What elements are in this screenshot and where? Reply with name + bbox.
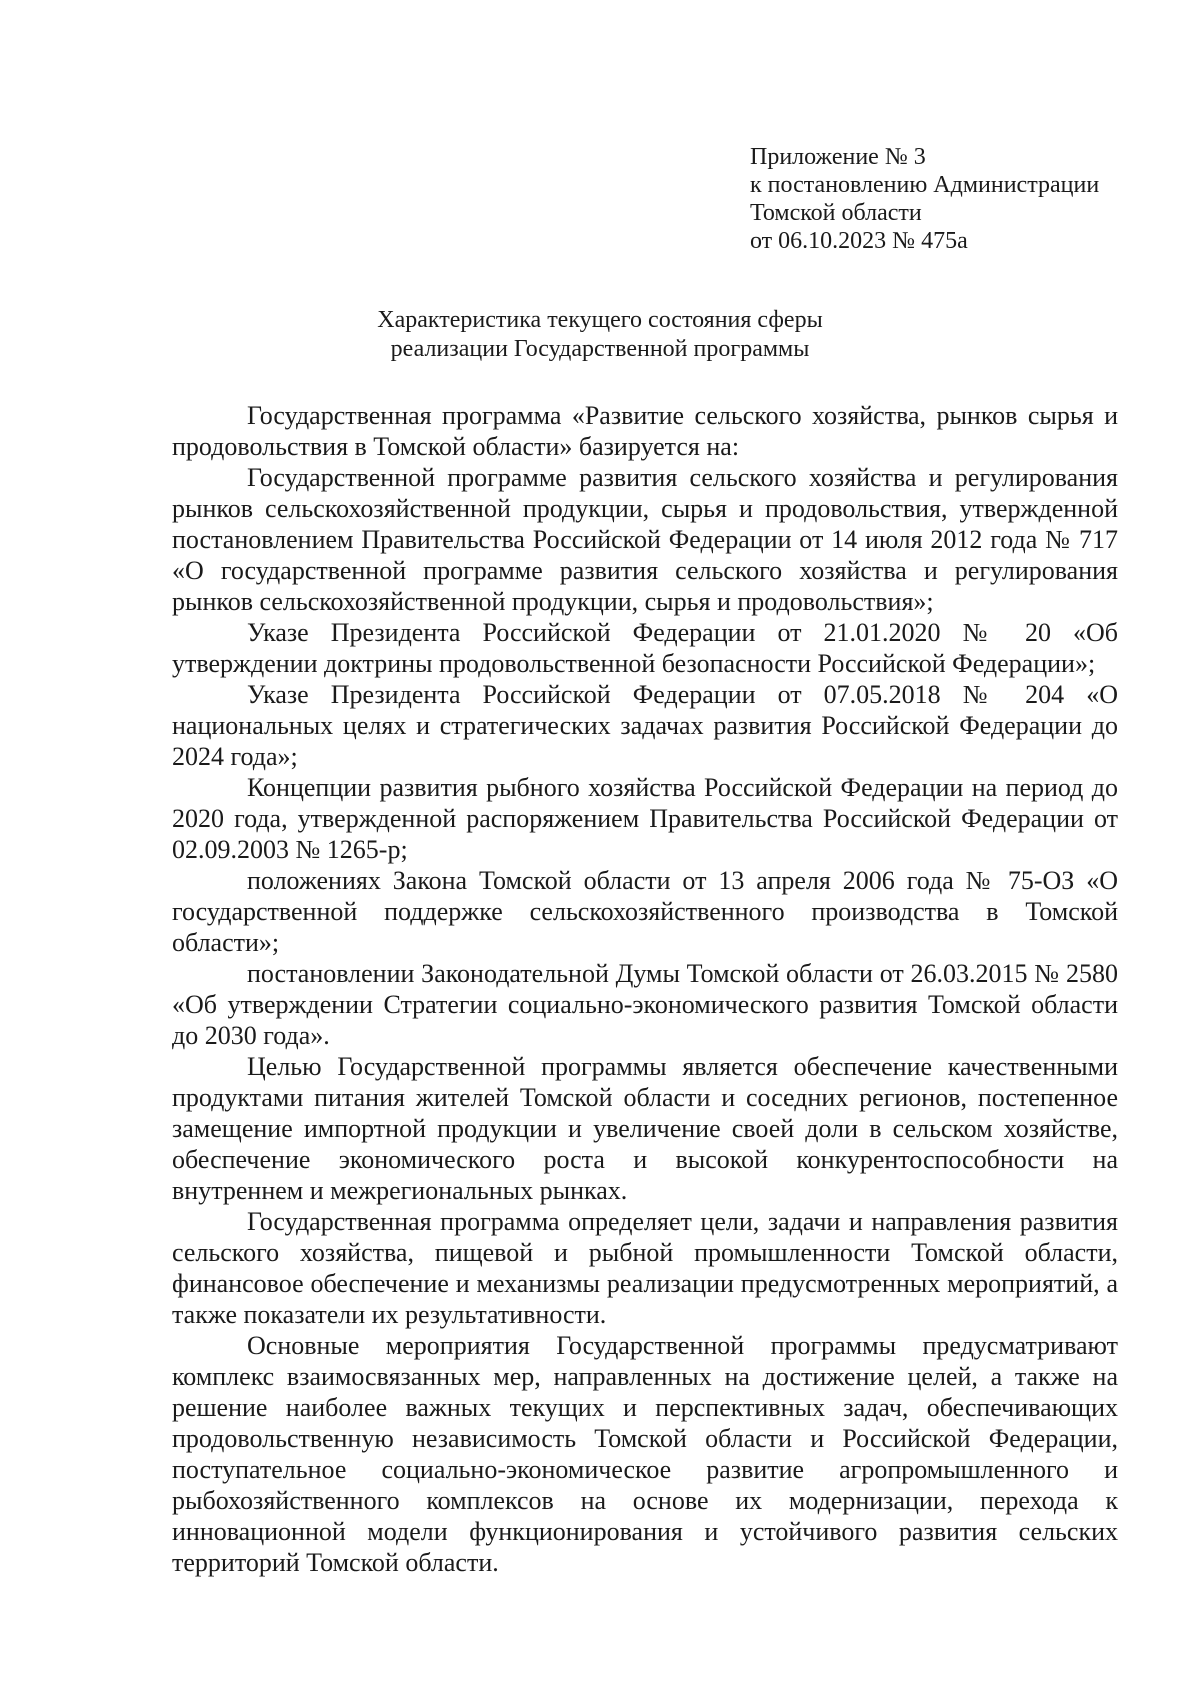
paragraph-basis-regional-law: положениях Закона Томской области от 13 апреля 2006 года № 75-ОЗ «О государственной поддержке сельскохозяйственного производства в Томской области»;	[172, 866, 1118, 957]
paragraph-intro: Государственная программа «Развитие сельского хозяйства, рынков сырья и продовольствия в Томской области» базируется на:	[172, 401, 1118, 461]
paragraph-basis-strategy: постановлении Законодательной Думы Томской области от 26.03.2015 № 2580 «Об утверждении Стратегии социально-экономического развития Томской области до 2030 года».	[172, 959, 1118, 1050]
title-line-2: реализации Государственной программы	[390, 336, 810, 362]
paragraph-program-scope: Государственная программа определяет цели, задачи и направления развития сельского хозяйства, пищевой и рыбной промышленности Томской области, финансовое обеспечение и механизмы реализации предусмотренных мероприятий, а также показатели их результативности.	[172, 1207, 1118, 1329]
document-body	[172, 400, 1118, 1578]
appendix-number: Приложение № 3	[750, 144, 926, 170]
paragraph-goal: Целью Государственной программы является обеспечение качественными продуктами питания жителей Томской области и соседних регионов, постепенное замещение импортной продукции и увеличение своей доли в сельском хозяйстве, обеспечение экономического роста и высокой конкурентоспособности на внутреннем и межрегиональных рынках.	[172, 1052, 1118, 1205]
appendix-region: Томской области	[750, 200, 922, 226]
paragraph-basis-decree-2018: Указе Президента Российской Федерации от 07.05.2018 № 204 «О национальных целях и стратегических задачах развития Российской Федерации до 2024 года»;	[172, 680, 1118, 771]
paragraph-basis-decree-2020: Указе Президента Российской Федерации от 21.01.2020 № 20 «Об утверждении доктрины продовольственной безопасности Российской Федерации»;	[172, 618, 1118, 678]
title-line-1: Характеристика текущего состояния сферы	[377, 307, 823, 333]
paragraph-basis-fisheries-concept: Концепции развития рыбного хозяйства Российской Федерации на период до 2020 года, утвержденной распоряжением Правительства Российской Федерации от 02.09.2003 № 1265-р;	[172, 773, 1118, 864]
paragraph-basis-state-program: Государственной программе развития сельского хозяйства и регулирования рынков сельскохозяйственной продукции, сырья и продовольствия, утвержденной постановлением Правительства Российской Федерации от 14 июля 2012 года № 717 «О государственной программе развития сельского хозяйства и регулирования рынков сельскохозяйственной продукции, сырья и продовольствия»;	[172, 463, 1118, 616]
appendix-date-number: от 06.10.2023 № 475а	[750, 228, 968, 254]
appendix-header	[750, 143, 1099, 255]
paragraph-main-activities: Основные мероприятия Государственной программы предусматривают комплекс взаимосвязанных мер, направленных на достижение целей, а также на решение наиболее важных текущих и перспективных задач, обеспечивающих продовольственную независимость Томской области и Российской Федерации, поступательное социально-экономическое развитие агропромышленного и рыбохозяйственного комплексов на основе их модернизации, перехода к инновационной модели функционирования и устойчивого развития сельских территорий Томской области.	[172, 1331, 1118, 1577]
appendix-reference: к постановлению Администрации	[750, 172, 1100, 198]
document-title	[170, 306, 1030, 364]
